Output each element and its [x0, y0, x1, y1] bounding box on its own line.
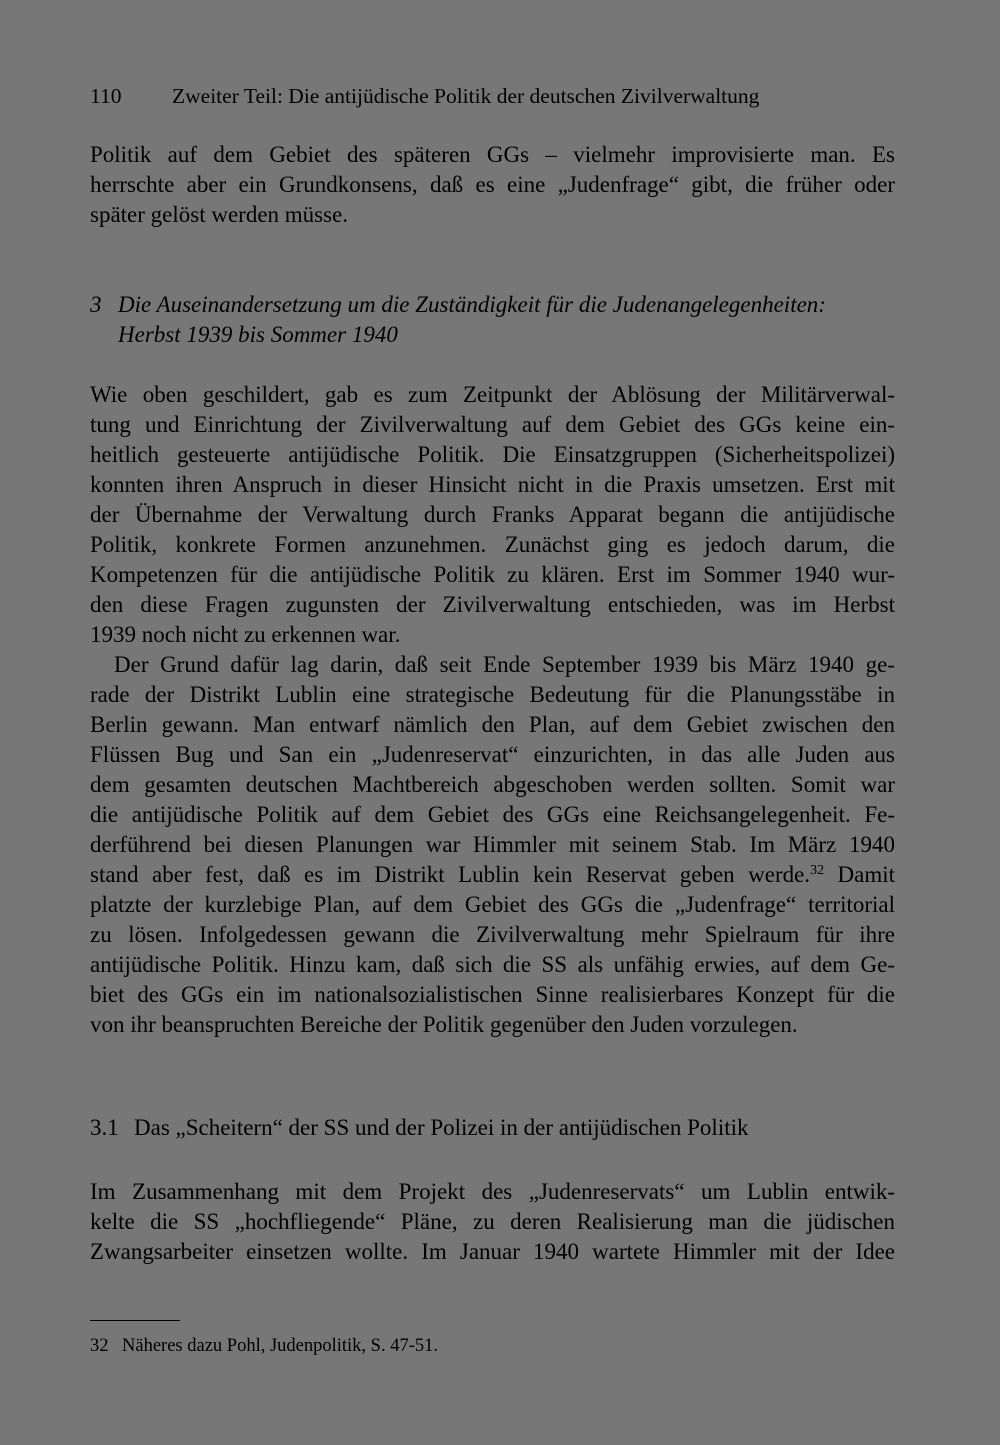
text-line: platzte der kurzlebige Plan, auf dem Gebiet des GGs die „Judenfrage“ territorial — [90, 892, 895, 917]
text-line: derführend bei diesen Planungen war Himmler mit seinem Stab. Im März 1940 — [90, 832, 895, 857]
text-line: der Übernahme der Verwaltung durch Franks Apparat begann die antijüdische — [90, 502, 895, 527]
text-line: antijüdische Politik. Hinzu kam, daß sich die SS als unfähig erwies, auf dem Ge- — [90, 952, 895, 977]
text-line: die antijüdische Politik auf dem Gebiet des GGs eine Reichsangelegenheit. Fe- — [90, 802, 895, 827]
text-line: Politik, konkrete Formen anzunehmen. Zunächst ging es jedoch darum, die — [90, 532, 895, 557]
footnote — [90, 1333, 438, 1359]
paragraph-1 — [90, 380, 895, 650]
text-line: Der Grund dafür lag darin, daß seit Ende September 1939 bis März 1940 ge- — [114, 652, 895, 677]
footnote-separator — [90, 1320, 180, 1321]
footnote-text: Näheres dazu Pohl, Judenpolitik, S. 47-51. — [122, 1336, 438, 1356]
text-line: Wie oben geschildert, gab es zum Zeitpunkt der Ablösung der Militärverwal- — [90, 382, 895, 407]
text-line: kelte die SS „hochfliegende“ Pläne, zu deren Realisierung man die jüdischen — [90, 1209, 895, 1234]
subsection-heading — [90, 1113, 749, 1143]
subsection-title: Das „Scheitern“ der SS und der Polizei in der antijüdischen Politik — [134, 1115, 749, 1140]
text-line: heitlich gesteuerte antijüdische Politik. Die Einsatzgruppen (Sicherheitspolizei) — [90, 442, 895, 467]
text-line: Im Zusammenhang mit dem Projekt des „Judenreservats“ um Lublin entwik- — [90, 1179, 895, 1204]
text-line: biet des GGs ein im nationalsozialistischen Sinne realisierbares Konzept für die — [90, 982, 895, 1007]
text-line: von ihr beanspruchten Bereiche der Politik gegenüber den Juden vorzulegen. — [90, 1012, 798, 1037]
text-line: Flüssen Bug und San ein „Judenreservat“ einzurichten, in das alle Juden aus — [90, 742, 895, 767]
intro-paragraph — [90, 140, 895, 230]
text-line: Kompetenzen für die antijüdische Politik zu klären. Erst im Sommer 1940 wur- — [90, 562, 895, 587]
text-line: konnten ihren Anspruch in dieser Hinsicht nicht in die Praxis umsetzen. Erst mit — [90, 472, 895, 497]
footnote-number: 32 — [90, 1336, 109, 1356]
footnote-reference: 32 — [810, 863, 825, 878]
text-run: Damit — [824, 862, 895, 887]
paragraph-3 — [90, 1177, 895, 1267]
text-line: den diese Fragen zugunsten der Zivilverwaltung entschieden, was im Herbst — [90, 592, 895, 617]
section-title-line-1: Die Auseinandersetzung um die Zuständigkeit für die Judenangelegenheiten: — [118, 292, 826, 317]
paragraph-2 — [90, 650, 895, 1040]
text-line-with-note — [90, 860, 895, 890]
text-line: tung und Einrichtung der Zivilverwaltung auf dem Gebiet des GGs keine ein- — [90, 412, 895, 437]
text-line: später gelöst werden müsse. — [90, 202, 349, 227]
text-line: Zwangsarbeiter einsetzen wollte. Im Januar 1940 wartete Himmler mit der Idee — [90, 1239, 895, 1264]
text-line: herrschte aber ein Grundkonsens, daß es eine „Judenfrage“ gibt, die früher oder — [90, 172, 895, 197]
running-title: Zweiter Teil: Die antijüdische Politik der deutschen Zivilverwaltung — [172, 84, 760, 108]
text-run: stand aber fest, daß es im Distrikt Lublin kein Reservat geben werde. — [90, 862, 811, 887]
text-line: zu lösen. Infolgedessen gewann die Zivilverwaltung mehr Spielraum für ihre — [90, 922, 895, 947]
text-line: Berlin gewann. Man entwarf nämlich den Plan, auf dem Gebiet zwischen den — [90, 712, 895, 737]
section-number: 3 — [90, 292, 102, 317]
running-head — [90, 84, 910, 109]
text-line: Politik auf dem Gebiet des späteren GGs – vielmehr improvisierte man. Es — [90, 142, 895, 167]
page-number: 110 — [90, 84, 122, 108]
text-line: dem gesamten deutschen Machtbereich abgeschoben werden sollten. Somit war — [90, 772, 895, 797]
text-line: rade der Distrikt Lublin eine strategische Bedeutung für die Planungsstäbe in — [90, 682, 895, 707]
section-title-line-2: Herbst 1939 bis Sommer 1940 — [118, 322, 398, 347]
subsection-number: 3.1 — [90, 1115, 119, 1140]
section-heading — [90, 290, 826, 350]
text-line: 1939 noch nicht zu erkennen war. — [90, 622, 401, 647]
